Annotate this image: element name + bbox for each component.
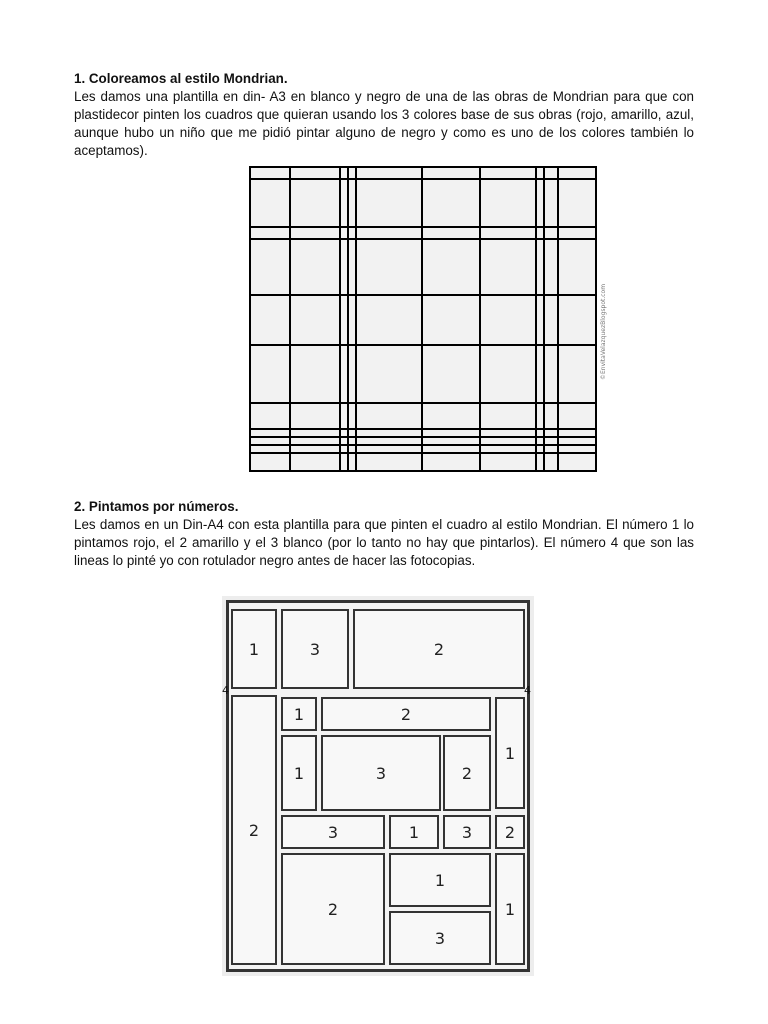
number-cell: 1 [389, 815, 439, 849]
grid-horizontal-line [251, 226, 595, 228]
number-cell: 2 [281, 853, 385, 965]
template-outer-frame [226, 600, 530, 972]
number-cell: 1 [389, 853, 491, 907]
section-mondrian-coloring [74, 70, 694, 160]
number-cell: 2 [231, 695, 277, 965]
grid-horizontal-line [251, 444, 595, 446]
paint-by-numbers-template [222, 596, 534, 976]
number-cell: 1 [495, 853, 525, 965]
line-number-mark: 4 [222, 684, 229, 697]
line-number-mark: 4 [524, 684, 531, 697]
grid-vertical-line [421, 168, 423, 470]
number-cell: 3 [443, 815, 491, 849]
number-cell: 1 [495, 697, 525, 809]
watermark-text: ©EnvitaVelazquezBlogspot.com [600, 283, 607, 380]
grid-vertical-line [289, 168, 291, 470]
grid-vertical-line [479, 168, 481, 470]
number-cell: 2 [353, 609, 525, 689]
grid-horizontal-line [251, 294, 595, 296]
section-2-heading: 2. Pintamos por números. [74, 499, 239, 514]
grid-horizontal-line [251, 178, 595, 180]
grid-vertical-line [339, 168, 341, 470]
grid-horizontal-line [251, 452, 595, 454]
grid-horizontal-line [251, 238, 595, 240]
number-cell: 1 [281, 735, 317, 811]
number-cell: 3 [321, 735, 441, 811]
number-cell: 2 [321, 697, 491, 731]
grid-vertical-line [347, 168, 349, 470]
mondrian-grid-template [249, 166, 597, 472]
grid-horizontal-line [251, 428, 595, 430]
grid-horizontal-line [251, 436, 595, 438]
grid-horizontal-line [251, 344, 595, 346]
number-cell: 2 [443, 735, 491, 811]
grid-horizontal-line [251, 402, 595, 404]
number-cell: 3 [281, 815, 385, 849]
number-cell: 3 [281, 609, 349, 689]
grid-vertical-line [355, 168, 357, 470]
grid-vertical-line [543, 168, 545, 470]
section-1-body: Les damos una plantilla en din- A3 en blanco y negro de una de las obras de Mondrian para que con plastidecor pinten los cuadros que quieran usando los 3 colores base de sus obras (rojo, amarillo, azul, aunque hubo un niño que me pidió pintar alguno de negro y como es uno de los colores también lo aceptamos). [74, 89, 694, 158]
section-paint-by-numbers [74, 498, 694, 570]
grid-vertical-line [535, 168, 537, 470]
number-cell: 1 [231, 609, 277, 689]
number-cell: 2 [495, 815, 525, 849]
number-cell: 3 [389, 911, 491, 965]
section-1-heading: 1. Coloreamos al estilo Mondrian. [74, 71, 288, 86]
number-cell: 1 [281, 697, 317, 731]
grid-vertical-line [557, 168, 559, 470]
section-2-body: Les damos en un Din-A4 con esta plantilla para que pinten el cuadro al estilo Mondrian. El número 1 lo pintamos rojo, el 2 amarillo y el 3 blanco (por lo tanto no hay que pintarlos). El número 4 que son las lineas lo pinté yo con rotulador negro antes de hacer las fotocopias. [74, 517, 694, 568]
